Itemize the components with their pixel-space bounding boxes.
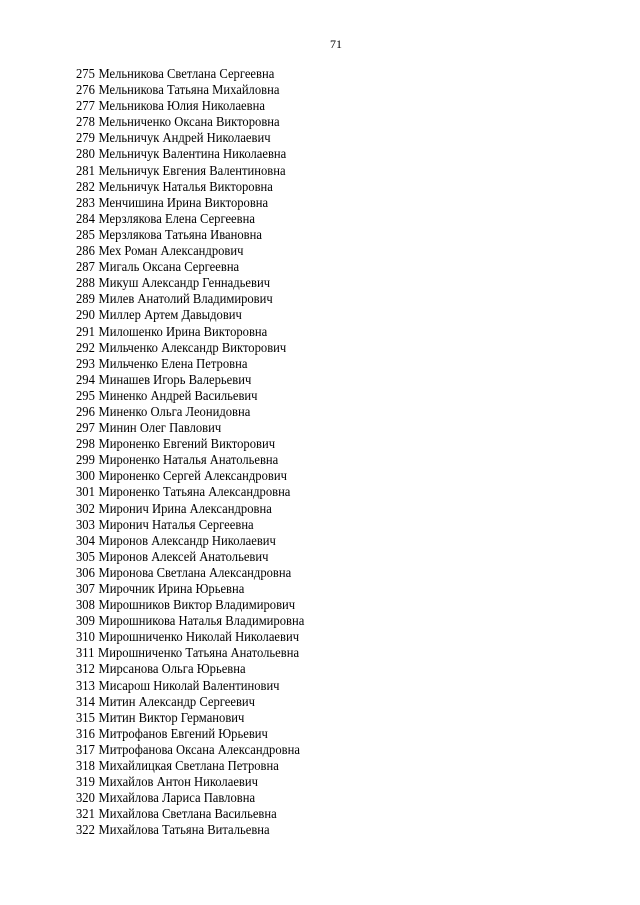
- list-item: [76, 646, 304, 662]
- list-item: [76, 373, 304, 389]
- list-item: [76, 260, 304, 276]
- entry-number: 292: [76, 340, 95, 356]
- entry-number: 283: [76, 195, 95, 211]
- list-item: [76, 791, 304, 807]
- entry-name: Мерзлякова Елена Сергеевна: [98, 211, 255, 227]
- list-item: [76, 325, 304, 341]
- entry-number: 295: [76, 388, 95, 404]
- entry-name: Мироненко Наталья Анатольевна: [98, 453, 279, 469]
- list-item: [76, 469, 304, 485]
- entry-number: 313: [76, 678, 95, 694]
- entry-number: 293: [76, 356, 95, 372]
- entry-number: 303: [76, 517, 95, 533]
- list-item: [76, 421, 304, 437]
- entry-number: 281: [76, 163, 95, 179]
- list-item: [76, 775, 304, 791]
- entry-name: Митин Александр Сергеевич: [98, 694, 255, 710]
- entry-number: 311: [76, 646, 95, 662]
- entry-name: Мироненко Евгений Викторович: [98, 437, 276, 453]
- entry-number: 275: [76, 67, 95, 82]
- entry-number: 289: [76, 292, 95, 308]
- list-item: [76, 405, 304, 421]
- entry-number: 285: [76, 227, 95, 243]
- entry-number: 290: [76, 308, 95, 324]
- entry-name: Митрофанова Оксана Александровна: [98, 742, 300, 758]
- entry-name: Милев Анатолий Владимирович: [98, 292, 273, 308]
- entry-number: 284: [76, 211, 95, 227]
- entry-name: Мельникова Светлана Сергеевна: [98, 67, 275, 82]
- entry-name: Мельничук Евгения Валентиновна: [98, 163, 286, 179]
- list-item: [76, 308, 304, 324]
- list-item: [76, 823, 304, 839]
- entry-name: Миронов Алексей Анатольевич: [98, 549, 269, 565]
- list-item: [76, 180, 304, 196]
- entry-number: 316: [76, 726, 95, 742]
- entry-number: 294: [76, 372, 95, 388]
- list-item: [76, 67, 304, 83]
- entry-number: 286: [76, 244, 95, 260]
- entry-number: 315: [76, 710, 95, 726]
- list-item: [76, 212, 304, 228]
- list-item: [76, 598, 304, 614]
- entry-number: 282: [76, 179, 95, 195]
- entry-number: 317: [76, 742, 95, 758]
- entry-number: 296: [76, 404, 95, 420]
- entry-name: Мисарош Николай Валентинович: [98, 678, 280, 694]
- entry-name: Мельникова Юлия Николаевна: [98, 99, 265, 115]
- list-item: [76, 357, 304, 373]
- entry-name: Мирошникова Наталья Владимировна: [98, 614, 305, 630]
- entry-number: 310: [76, 630, 95, 646]
- entry-number: 322: [76, 823, 95, 839]
- entry-number: 299: [76, 453, 95, 469]
- entry-number: 276: [76, 83, 95, 99]
- entry-name: Мильченко Елена Петровна: [98, 356, 248, 372]
- entry-number: 291: [76, 324, 95, 340]
- entry-name: Митин Виктор Германович: [98, 710, 245, 726]
- entry-number: 318: [76, 759, 95, 775]
- entry-name: Мирошниченко Татьяна Анатольевна: [98, 646, 300, 662]
- list-item: [76, 164, 304, 180]
- page-number: 71: [330, 37, 342, 51]
- entry-name: Минин Олег Павлович: [98, 421, 222, 437]
- entry-number: 301: [76, 485, 95, 501]
- list-item: [76, 115, 304, 131]
- entry-name: Михайлицкая Светлана Петровна: [98, 759, 279, 775]
- entry-name: Миронова Светлана Александровна: [98, 565, 292, 581]
- list-item: [76, 196, 304, 212]
- entry-name: Менчишина Ирина Викторовна: [98, 195, 269, 211]
- list-item: [76, 711, 304, 727]
- entry-number: 298: [76, 437, 95, 453]
- entry-number: 309: [76, 614, 95, 630]
- entry-number: 306: [76, 565, 95, 581]
- entry-name: Миронич Ирина Александровна: [98, 501, 272, 517]
- entry-name: Миронов Александр Николаевич: [98, 533, 276, 549]
- list-item: [76, 99, 304, 115]
- entry-name: Мигаль Оксана Сергеевна: [98, 260, 240, 276]
- entry-number: 280: [76, 147, 95, 163]
- list-item: [76, 292, 304, 308]
- entry-name: Мирошниченко Николай Николаевич: [98, 630, 300, 646]
- list-item: [76, 695, 304, 711]
- list-item: [76, 630, 304, 646]
- entry-number: 304: [76, 533, 95, 549]
- list-item: [76, 518, 304, 534]
- entry-number: 302: [76, 501, 95, 517]
- entry-name: Мироненко Татьяна Александровна: [98, 485, 291, 501]
- entry-name: Микуш Александр Геннадьевич: [98, 276, 271, 292]
- entry-name: Мирочник Ирина Юрьевна: [98, 582, 245, 597]
- entry-name: Мельничук Наталья Викторовна: [98, 179, 273, 195]
- entry-number: 307: [76, 582, 95, 597]
- list-item: [76, 228, 304, 244]
- entry-name: Миронич Наталья Сергеевна: [98, 517, 254, 533]
- list-item: [76, 341, 304, 357]
- list-item: [76, 727, 304, 743]
- entry-number: 288: [76, 276, 95, 292]
- entry-name: Мельничук Андрей Николаевич: [98, 131, 271, 147]
- entry-name: Мерзлякова Татьяна Ивановна: [98, 227, 262, 243]
- list-item: [76, 534, 304, 550]
- list-item: [76, 389, 304, 405]
- entry-number: 277: [76, 99, 95, 115]
- entry-number: 278: [76, 115, 95, 131]
- entry-name: Мирсанова Ольга Юрьевна: [98, 662, 246, 678]
- entry-number: 300: [76, 469, 95, 485]
- entry-number: 305: [76, 549, 95, 565]
- entry-name: Мельничук Валентина Николаевна: [98, 147, 287, 163]
- entry-name: Михайлова Светлана Васильевна: [98, 807, 277, 823]
- entry-number: 320: [76, 791, 95, 807]
- entry-number: 321: [76, 807, 95, 823]
- list-item: [76, 485, 304, 501]
- entry-name: Милошенко Ирина Викторовна: [98, 324, 268, 340]
- entry-name: Минашев Игорь Валерьевич: [98, 372, 252, 388]
- entry-name: Мироненко Сергей Александрович: [98, 469, 287, 485]
- list-item: [76, 276, 304, 292]
- name-list: [76, 67, 330, 840]
- list-item: [76, 679, 304, 695]
- list-item: [76, 759, 304, 775]
- entry-number: 287: [76, 260, 95, 276]
- entry-number: 312: [76, 662, 95, 678]
- list-item: [76, 550, 304, 566]
- entry-name: Михайлова Татьяна Витальевна: [98, 823, 270, 839]
- list-item: [76, 131, 304, 147]
- list-item: [76, 83, 304, 99]
- entry-name: Миненко Ольга Леонидовна: [98, 404, 251, 420]
- list-item: [76, 566, 304, 582]
- entry-number: 279: [76, 131, 95, 147]
- entry-name: Мельниченко Оксана Викторовна: [98, 115, 280, 131]
- entry-name: Мельникова Татьяна Михайловна: [98, 83, 280, 99]
- entry-name: Митрофанов Евгений Юрьевич: [98, 726, 268, 742]
- entry-name: Михайлов Антон Николаевич: [98, 775, 258, 791]
- list-item: [76, 437, 304, 453]
- entry-number: 308: [76, 598, 95, 614]
- entry-name: Миллер Артем Давыдович: [98, 308, 242, 324]
- entry-number: 297: [76, 421, 95, 437]
- entry-number: 319: [76, 775, 95, 791]
- list-item: [76, 614, 304, 630]
- list-item: [76, 743, 304, 759]
- list-item: [76, 502, 304, 518]
- list-item: [76, 453, 304, 469]
- list-item: [76, 662, 304, 678]
- entry-name: Михайлова Лариса Павловна: [98, 791, 256, 807]
- list-item: [76, 147, 304, 163]
- entry-number: 314: [76, 694, 95, 710]
- entry-name: Миненко Андрей Васильевич: [98, 388, 258, 404]
- entry-name: Мех Роман Александрович: [98, 244, 244, 260]
- list-item: [76, 582, 304, 598]
- entry-name: Мильченко Александр Викторович: [98, 340, 287, 356]
- entry-name: Мирошников Виктор Владимирович: [98, 598, 296, 614]
- list-item: [76, 807, 304, 823]
- list-item: [76, 244, 304, 260]
